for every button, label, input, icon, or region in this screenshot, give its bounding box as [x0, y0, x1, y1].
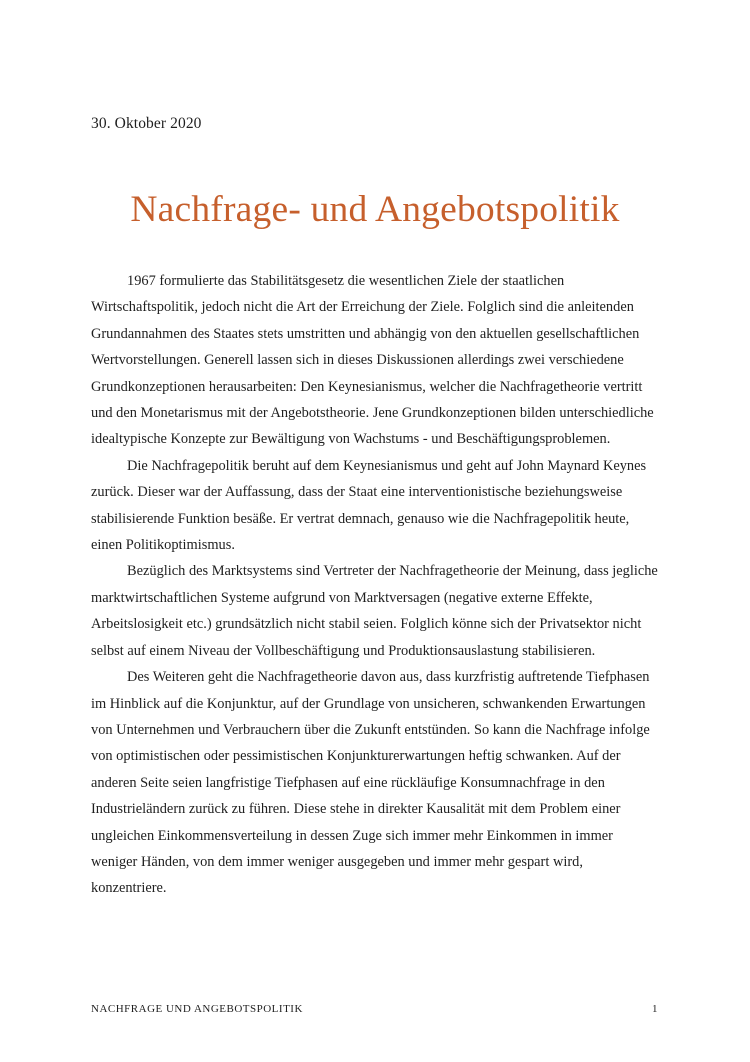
document-body [91, 268, 661, 902]
footer-running-title: NACHFRAGE UND ANGEBOTSPOLITIK [91, 1003, 303, 1015]
document-date: 30. Oktober 2020 [91, 115, 202, 132]
paragraph-3: Bezüglich des Marktsystems sind Vertreter der Nachfragetheorie der Meinung, dass jegliche marktwirtschaftlichen Systeme aufgrund von Marktversagen (negative externe Effekte, Arbeitslosigkeit etc.) grundsätzlich nicht stabil seien. Folglich könne sich der Privatsektor nicht selbst auf einem Niveau der Vollbeschäftigung und Produktionsauslastung stabilisieren. [91, 563, 658, 659]
paragraph-4: Des Weiteren geht die Nachfragetheorie davon aus, dass kurzfristig auftretende Tiefphasen im Hinblick auf die Konjunktur, auf der Grundlage von unsicheren, schwankenden Erwartungen von Unternehmen und Verbrauchern über die Zukunft entstünden. So kann die Nachfrage infolge von optimistischen oder pessimistischen Konjunkturerwartungen heftig schwanken. Auf der anderen Seite seien langfristige Tiefphasen auf eine rückläufige Konsumnachfrage in den Industrieländern zurück zu führen. Diese stehe in direkter Kausalität mit dem Problem einer ungleichen Einkommensverteilung in dessen Zuge sich immer mehr Einkommen in immer weniger Händen, von dem immer weniger ausgegeben und immer mehr gespart wird, konzentriere. [91, 669, 650, 897]
paragraph-1: 1967 formulierte das Stabilitätsgesetz die wesentlichen Ziele der staatlichen Wirtschaftspolitik, jedoch nicht die Art der Erreichung der Ziele. Folglich sind die anleitenden Grundannahmen des Staates stets umstritten und abhängig von den aktuellen gesellschaftlichen Wertvorstellungen. Generell lassen sich in dieses Diskussionen allerdings zwei verschiedene Grundkonzeptionen herausarbeiten: Den Keynesianismus, welcher die Nachfragetheorie vertritt und den Monetarismus mit der Angebotstheorie. Jene Grundkonzeptionen bilden unterschiedliche idealtypische Konzepte zur Bewältigung von Wachstums - und Beschäftigungsproblemen. [91, 273, 654, 448]
page-number: 1 [652, 1003, 658, 1015]
paragraph-2: Die Nachfragepolitik beruht auf dem Keynesianismus und geht auf John Maynard Keynes zurück. Dieser war der Auffassung, dass der Staat eine interventionistische beziehungsweise stabilisierende Funktion besäße. Er vertrat demnach, genauso wie die Nachfragepolitik heute, einen Politikoptimismus. [91, 457, 647, 554]
document-title: Nachfrage- und Angebotspolitik [130, 189, 620, 230]
